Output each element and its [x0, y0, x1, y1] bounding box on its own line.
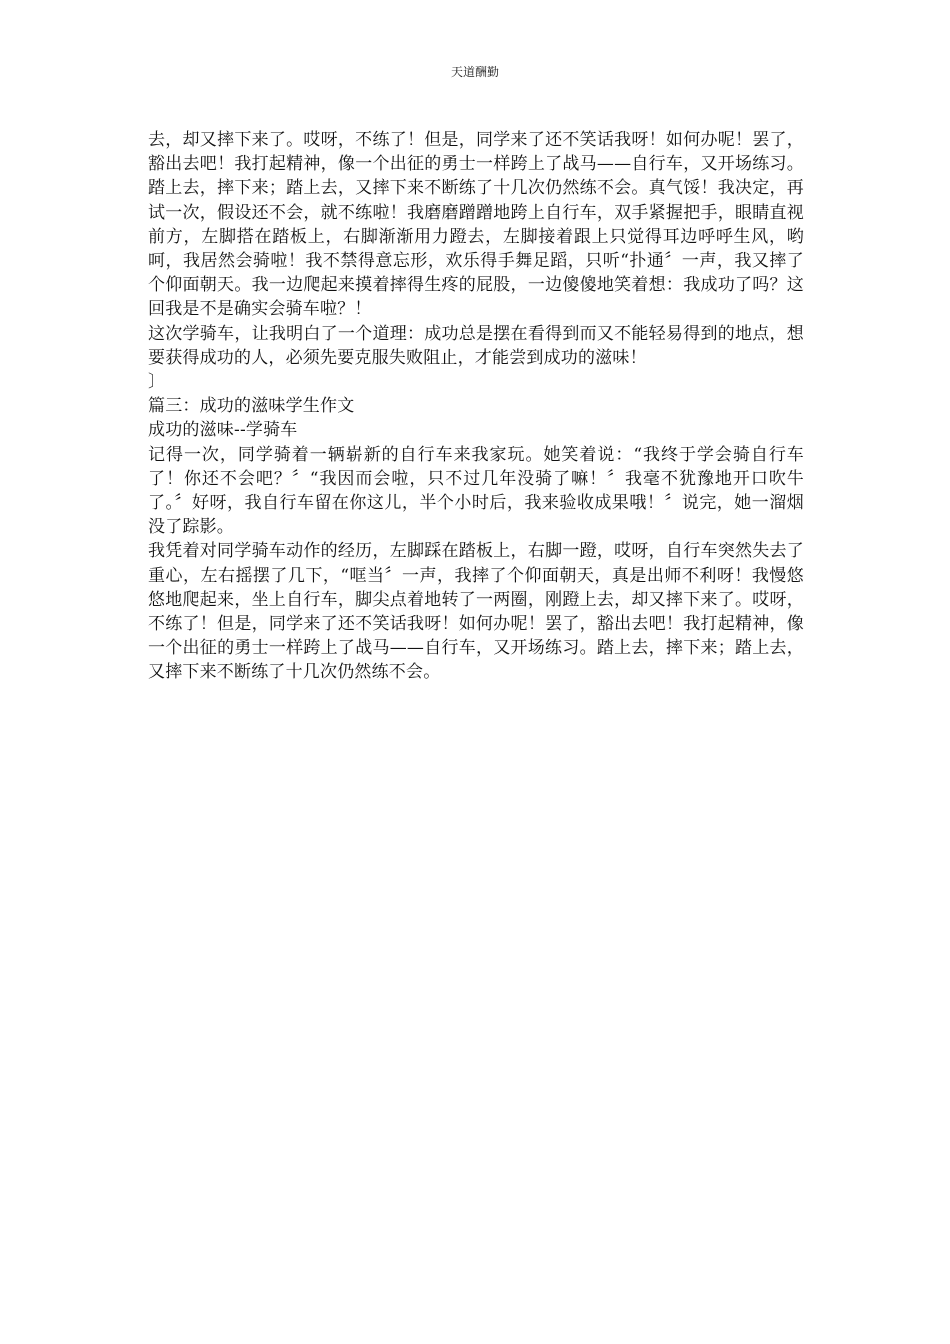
paragraph: 〕 — [148, 372, 166, 393]
paragraph: 这次学骑车，让我明白了一个道理：成功总是摆在看得到而又不能轻易得到的地点，想要获得成功的人，必须先要克服失败阻止，才能尝到成功的滋味！ — [148, 323, 804, 368]
section-heading: 篇三：成功的滋味学生作文 — [148, 396, 355, 417]
essay-title: 成功的滋味--学骑车 — [148, 420, 298, 441]
document-body — [148, 128, 804, 685]
page-header: 天道酬勤 — [450, 65, 499, 79]
paragraph: 我凭着对同学骑车动作的经历，左脚踩在踏板上，右脚一蹬，哎呀，自行车突然失去了重心，左右摇摆了几下，“哐当〞一声，我摔了个仰面朝天，真是出师不利呀！我慢悠悠地爬起来，坐上自行车，脚尖点着地转了一两圈，刚蹬上去，却又摔下来了。哎呀，不练了！但是，同学来了还不笑话我呀！如何办呢！罢了，豁出去吧！我打起精神，像一个出征的勇士一样跨上了战马——自行车，又开场练习。踏上去，摔下来；踏上去，又摔下来不断练了十几次仍然练不会。 — [148, 541, 804, 683]
paragraph: 去，却又摔下来了。哎呀，不练了！但是，同学来了还不笑话我呀！如何办呢！罢了，豁出去吧！我打起精神，像一个出征的勇士一样跨上了战马——自行车，又开场练习。踏上去，摔下来；踏上去，又摔下来不断练了十几次仍然练不会。真气馁！我决定，再试一次，假设还不会，就不练啦！我磨磨蹭蹭地跨上自行车，双手紧握把手，眼睛直视前方，左脚搭在踏板上，右脚渐渐用力蹬去，左脚接着跟上只觉得耳边呼呼生风，哟呵，我居然会骑啦！我不禁得意忘形，欢乐得手舞足蹈，只听“扑通〞一声，我又摔了个仰面朝天。我一边爬起来摸着摔得生疼的屁股，一边傻傻地笑着想：我成功了吗？这回我是不是确实会骑车啦？！ — [148, 130, 804, 320]
paragraph: 记得一次，同学骑着一辆崭新的自行车来我家玩。她笑着说：“我终于学会骑自行车了！你还不会吧？〞“我因而会啦，只不过几年没骑了嘛！〞我毫不犹豫地开口吹牛了。〞好呀，我自行车留在你这儿，半个小时后，我来验收成果哦！〞说完，她一溜烟没了踪影。 — [148, 444, 804, 538]
